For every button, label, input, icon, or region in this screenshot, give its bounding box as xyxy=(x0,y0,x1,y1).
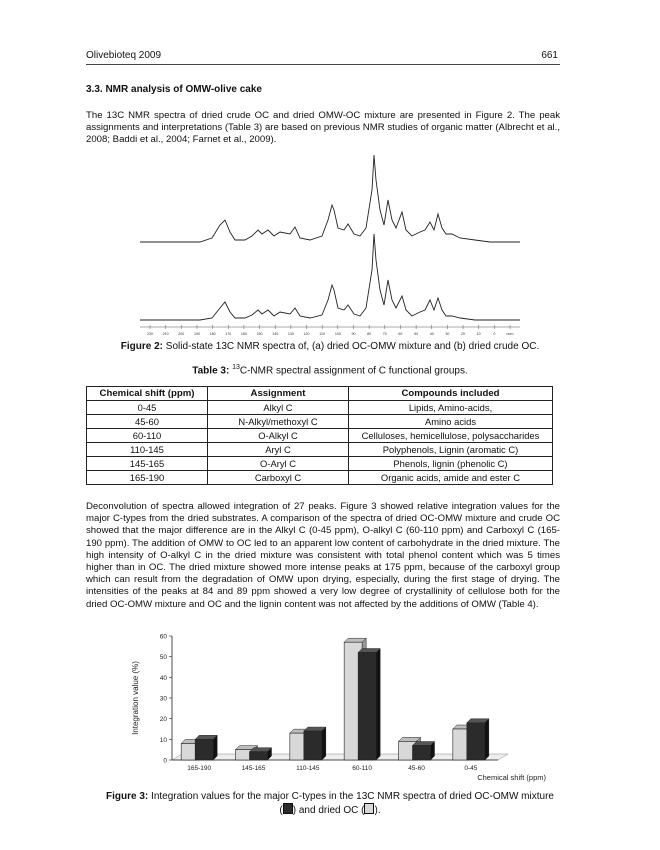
table-cell: 145-165 xyxy=(87,457,208,471)
ppm-tick-label: 50 xyxy=(414,332,419,335)
table-cell: 45-60 xyxy=(87,415,208,429)
figure3-caption-mid: and dried OC xyxy=(298,805,359,816)
legend-swatch-oc xyxy=(364,803,374,814)
ppm-tick-label: 180 xyxy=(209,332,216,335)
table-cell: 0-45 xyxy=(87,401,208,415)
table-header-row xyxy=(87,387,553,401)
spectrum-b-trace xyxy=(140,234,520,320)
table3-caption-text: C-NMR spectral assignment of C functional groups. xyxy=(239,365,468,377)
table-cell: Aryl C xyxy=(208,443,349,457)
table-cell: 165-190 xyxy=(87,471,208,485)
bar-top xyxy=(358,649,380,653)
table-cell: N-Alkyl/methoxyl C xyxy=(208,415,349,429)
bar xyxy=(413,746,431,760)
figure2-caption-text: Solid-state 13C NMR spectra of, (a) dried OC-OMW mixture and (b) dried crude OC. xyxy=(165,341,540,352)
y-tick-label: 60 xyxy=(159,633,167,641)
section-title: 3.3. NMR analysis of OMW-olive cake xyxy=(86,84,262,95)
table3-caption xyxy=(0,364,660,376)
x-tick-label: 110-145 xyxy=(296,765,320,772)
bar xyxy=(250,752,268,760)
table-row xyxy=(87,457,553,471)
legend-swatch-mixture xyxy=(283,803,293,814)
bar xyxy=(467,723,485,760)
ppm-tick-label: 80 xyxy=(367,332,372,335)
ppm-tick-label: ppm xyxy=(506,332,514,335)
x-tick-label: 0-45 xyxy=(464,765,478,772)
page-number: 661 xyxy=(541,50,558,61)
table-cell: Alkyl C xyxy=(208,401,349,415)
table-row xyxy=(87,401,553,415)
figure2-label: Figure 2: xyxy=(120,341,163,352)
spectrum-a-trace xyxy=(140,155,520,242)
table-cell: O-Aryl C xyxy=(208,457,349,471)
caption-open-paren-2: ( xyxy=(361,805,365,816)
table3-caption-sup: 13 xyxy=(232,364,240,371)
header-rule xyxy=(86,64,560,65)
table-header-cell: Assignment xyxy=(208,387,349,401)
ppm-tick-label: 0 xyxy=(493,332,496,335)
y-tick-label: 50 xyxy=(159,654,167,662)
y-tick-label: 30 xyxy=(159,695,167,703)
ppm-tick-label: 140 xyxy=(272,332,279,335)
ppm-tick-label: 60 xyxy=(398,332,403,335)
table3 xyxy=(86,386,553,485)
ppm-tick-label: 170 xyxy=(225,332,232,335)
bar-top xyxy=(413,742,435,746)
figure3-caption xyxy=(100,790,560,817)
bar-top xyxy=(195,735,217,739)
ppm-tick-label: 20 xyxy=(461,332,466,335)
x-tick-label: 45-60 xyxy=(408,765,425,772)
bar xyxy=(195,739,213,760)
ppm-tick-label: 160 xyxy=(240,332,247,335)
table-row xyxy=(87,415,553,429)
bar-top xyxy=(399,737,421,741)
bar-side xyxy=(322,727,326,760)
table-cell: Lipids, Amino-acids, xyxy=(349,401,553,415)
ppm-tick-label: 10 xyxy=(476,332,481,335)
caption-open-paren: ( xyxy=(279,805,283,816)
paragraph-deconvolution: Deconvolution of spectra allowed integration of 27 peaks. Figure 3 showed relative integration values for the major C-types from the dried substrates. A comparison of the spectra of dried OC-OMW mixture and crude OC showed that the major difference are in the Alkyl C (0-45 ppm), O-alkyl C (60-110 ppm) and Carboxyl C (165-190 ppm). The addition of OMW to OC led to an apparent low content of carbohydrate in the dried mixture. The high intensity of O-alkyl C in the dried mixture was consistent with total phenol content which was 5 times higher than in OC. The dried mixture showed more intense peaks at 175 ppm, because of the carboxyl group which can result from the degradation of OMW upon drying, especially, during the first stage of drying. The intensities of the peaks at 84 and 89 ppm showed a very low degree of crystallinity of cellulose both for the dried OC-OMW mixture and OC and the lignin content was not affected by the additions of OMW (Table 4). xyxy=(86,501,560,610)
nmr-spectra-figure xyxy=(140,150,520,335)
table-cell: Organic acids, amide and ester C xyxy=(349,471,553,485)
ppm-tick-label: 110 xyxy=(319,332,326,335)
ppm-axis-ticks xyxy=(147,325,514,335)
figure3-caption-end: ). xyxy=(374,805,381,816)
table-header-cell: Compounds included xyxy=(349,387,553,401)
bar-side xyxy=(376,649,380,760)
table-row xyxy=(87,443,553,457)
ppm-tick-label: 200 xyxy=(178,332,185,335)
bar-top xyxy=(250,748,272,752)
table-cell: O-Alkyl C xyxy=(208,429,349,443)
table-cell: Phenols, lignin (phenolic C) xyxy=(349,457,553,471)
table-header-cell: Chemical shift (ppm) xyxy=(87,387,208,401)
table-cell: 60-110 xyxy=(87,429,208,443)
y-tick-label: 10 xyxy=(159,736,167,744)
y-tick-label: 0 xyxy=(163,757,167,765)
table-cell: Amino acids xyxy=(349,415,553,429)
caption-close-paren: ) xyxy=(292,805,297,816)
ppm-tick-label: 100 xyxy=(334,332,341,335)
table-cell: 110-145 xyxy=(87,443,208,457)
integration-bar-chart xyxy=(118,630,548,786)
figure3-caption-text: Integration values for the major C-types in the 13C NMR spectra of dried OC-OMW mixture xyxy=(151,791,554,802)
ppm-tick-label: 150 xyxy=(256,332,263,335)
ppm-tick-label: 90 xyxy=(351,332,356,335)
table3-label: Table 3: xyxy=(192,365,230,377)
x-tick-label: 145-165 xyxy=(241,765,266,772)
ppm-tick-label: 210 xyxy=(162,332,169,335)
table-cell: Polyphenols, Lignin (aromatic C) xyxy=(349,443,553,457)
x-tick-label: 60-110 xyxy=(352,765,373,772)
table-cell: Celluloses, hemicellulose, polysaccharides xyxy=(349,429,553,443)
y-tick-label: 40 xyxy=(159,674,167,682)
running-header-left: Olivebioteq 2009 xyxy=(86,50,162,61)
ppm-tick-label: 30 xyxy=(445,332,450,335)
y-axis-label: Integration value (%) xyxy=(131,661,140,735)
bar-top xyxy=(467,719,489,723)
figure3-label: Figure 3: xyxy=(106,791,149,802)
bar-side xyxy=(485,719,489,760)
table-cell: Carboxyl C xyxy=(208,471,349,485)
bar-top xyxy=(344,638,366,642)
table-row xyxy=(87,471,553,485)
paragraph-intro: The 13C NMR spectra of dried crude OC and dried OMW-OC mixture are presented in Figure 2. The peak assignments and interpretations (Table 3) are based on previous NMR studies of organic matter (Albrecht et al., 2008; Baddi et al., 2004; Farnet et al., 2009). xyxy=(86,110,560,146)
ppm-tick-label: 40 xyxy=(429,332,434,335)
ppm-tick-label: 70 xyxy=(382,332,387,335)
bar xyxy=(358,653,376,760)
x-tick-label: 165-190 xyxy=(187,765,212,772)
ppm-tick-label: 130 xyxy=(287,332,294,335)
ppm-tick-label: 120 xyxy=(303,332,310,335)
ppm-tick-label: 190 xyxy=(193,332,200,335)
ppm-tick-label: 230 xyxy=(147,332,153,335)
bar xyxy=(304,731,322,760)
figure2-caption xyxy=(0,341,660,352)
table-row xyxy=(87,429,553,443)
x-axis-label: Chemical shift (ppm) xyxy=(477,773,546,782)
bar-top xyxy=(304,727,326,731)
y-tick-label: 20 xyxy=(159,716,167,724)
